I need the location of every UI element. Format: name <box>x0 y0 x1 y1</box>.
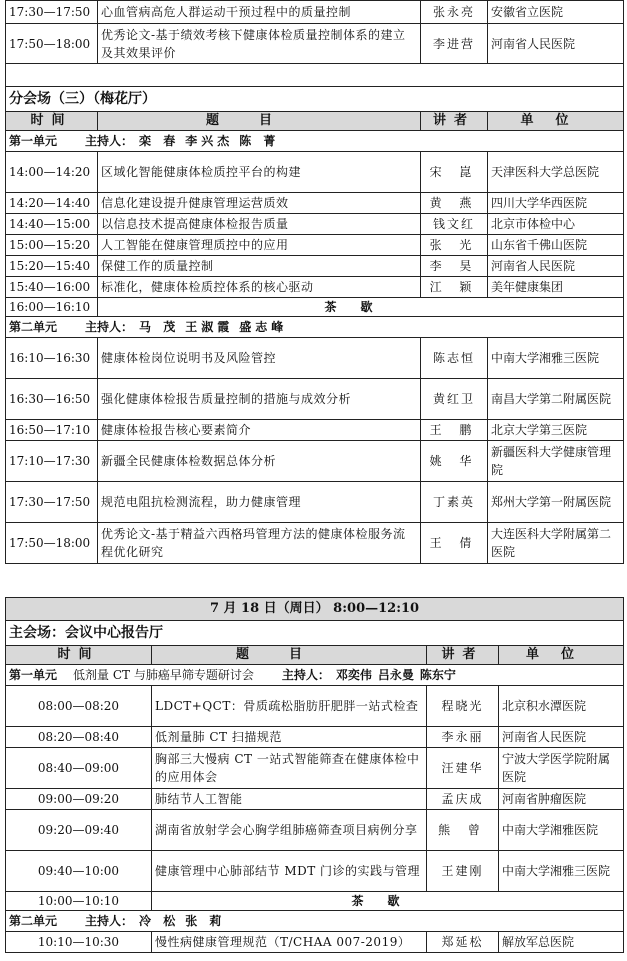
table-row <box>6 338 624 379</box>
table-row <box>6 523 624 564</box>
header-institution: 单位 <box>499 646 624 665</box>
session-institution: 郑州大学第一附属医院 <box>488 482 624 523</box>
session-institution: 中南大学湘雅医院 <box>499 810 624 851</box>
header-speaker: 讲者 <box>421 112 488 131</box>
session-time: 17:50—18:00 <box>6 24 98 64</box>
header-institution: 单位 <box>488 112 624 131</box>
host-name: 陈 菁 <box>239 134 280 148</box>
session-speaker: 郑延松 <box>427 932 499 953</box>
session-time: 09:00—09:20 <box>6 789 152 810</box>
session-institution: 解放军总医院 <box>499 932 624 953</box>
table-row <box>6 482 624 523</box>
session-speaker: 汪建华 <box>427 748 499 789</box>
session-time: 08:40—09:00 <box>6 748 152 789</box>
session-topic: 肺结节人工智能 <box>152 789 427 810</box>
host-label: 主持人： <box>281 668 330 682</box>
host-name: 王淑霞 <box>185 320 234 334</box>
session-speaker: 丁素英 <box>421 482 488 523</box>
session-time: 08:20—08:40 <box>6 727 152 748</box>
session-topic: LDCT+QCT：骨质疏松脂肪肝肥胖一站式检查 <box>152 686 427 727</box>
session-institution: 河南省人民医院 <box>499 727 624 748</box>
table-row <box>6 24 624 64</box>
session-institution: 河南省人民医院 <box>488 256 624 277</box>
session-institution: 大连医科大学附属第二医院 <box>488 523 624 564</box>
header-topic: 题目 <box>98 112 421 131</box>
unit-label: 第二单元 <box>9 320 58 334</box>
session-speaker: 钱文红 <box>421 214 488 235</box>
session-speaker: 熊 曾 <box>427 810 499 851</box>
unit-title: 低剂量 CT 与肺癌早筛专题研讨会 <box>73 668 254 682</box>
host-name: 马 茂 <box>139 320 180 334</box>
session-topic: 保健工作的质量控制 <box>98 256 421 277</box>
session-topic: 低剂量肺 CT 扫描规范 <box>152 727 427 748</box>
host-label: 主持人： <box>85 914 134 928</box>
session-speaker: 黄红卫 <box>421 379 488 420</box>
session-time: 15:40—16:00 <box>6 277 98 298</box>
session-institution: 中南大学湘雅三医院 <box>488 338 624 379</box>
session-speaker: 陈志恒 <box>421 338 488 379</box>
unit-row <box>6 131 624 152</box>
break-row <box>6 892 624 911</box>
session-topic: 优秀论文-基于精益六西格玛管理方法的健康体检服务流程优化研究 <box>98 523 421 564</box>
break-label: 茶歇 <box>98 298 624 317</box>
unit-row <box>6 317 624 338</box>
session-institution: 南昌大学第二附属医院 <box>488 379 624 420</box>
table-row <box>6 420 624 441</box>
table-header-row <box>6 112 624 131</box>
session-speaker: 孟庆成 <box>427 789 499 810</box>
session-topic: 强化健康体检报告质量控制的措施与成效分析 <box>98 379 421 420</box>
session-time: 09:20—09:40 <box>6 810 152 851</box>
host-name: 吕永曼 <box>377 668 414 682</box>
session-topic: 湖南省放射学会心胸学组肺癌筛查项目病例分享 <box>152 810 427 851</box>
session-institution: 天津医科大学总医院 <box>488 152 624 193</box>
table-row <box>6 810 624 851</box>
table-row <box>6 379 624 420</box>
session-time: 17:50—18:00 <box>6 523 98 564</box>
session-topic: 优秀论文-基于绩效考核下健康体检质量控制体系的建立及其效果评价 <box>98 24 421 64</box>
day-header-row <box>6 598 624 621</box>
table-row <box>6 441 624 482</box>
unit-label: 第一单元 <box>9 134 58 148</box>
session-institution: 北京大学第三医院 <box>488 420 624 441</box>
session-speaker: 李进营 <box>421 24 488 64</box>
host-name: 栾 春 <box>139 134 180 148</box>
break-label: 茶歇 <box>152 892 624 911</box>
session-topic: 区域化智能健康体检质控平台的构建 <box>98 152 421 193</box>
host-label: 主持人： <box>85 134 134 148</box>
table-row <box>6 686 624 727</box>
session-topic: 健康管理中心肺部结节 MDT 门诊的实践与管理 <box>152 851 427 892</box>
table-row <box>6 214 624 235</box>
session-speaker: 李永丽 <box>427 727 499 748</box>
table-row <box>6 193 624 214</box>
spacer-row <box>6 64 624 87</box>
session-time: 14:40—15:00 <box>6 214 98 235</box>
session-topic: 以信息技术提高健康体检报告质量 <box>98 214 421 235</box>
header-topic: 题目 <box>152 646 427 665</box>
host-label: 主持人： <box>85 320 134 334</box>
host-name: 盛志峰 <box>239 320 288 334</box>
session-time: 16:30—16:50 <box>6 379 98 420</box>
session-speaker: 王建刚 <box>427 851 499 892</box>
unit-header <box>6 911 624 932</box>
unit-header <box>6 317 624 338</box>
session-topic: 人工智能在健康管理质控中的应用 <box>98 235 421 256</box>
session-institution: 河南省肿瘤医院 <box>499 789 624 810</box>
schedule-table-afternoon <box>5 0 624 564</box>
session-speaker: 王 鹏 <box>421 420 488 441</box>
table-row <box>6 152 624 193</box>
session-time: 17:30—17:50 <box>6 1 98 24</box>
session-time: 08:00—08:20 <box>6 686 152 727</box>
session-speaker: 李 昊 <box>421 256 488 277</box>
session-institution: 山东省千佛山医院 <box>488 235 624 256</box>
session-institution: 四川大学华西医院 <box>488 193 624 214</box>
unit-label: 第二单元 <box>9 914 58 928</box>
host-name: 冷 松 <box>139 914 180 928</box>
session-topic: 胸部三大慢病 CT 一站式智能筛查在健康体检中的应用体会 <box>152 748 427 789</box>
table-row <box>6 789 624 810</box>
session-institution: 北京积水潭医院 <box>499 686 624 727</box>
table-row <box>6 277 624 298</box>
session-institution: 宁波大学医学院附属医院 <box>499 748 624 789</box>
table-row <box>6 1 624 24</box>
session-institution: 新疆医科大学健康管理院 <box>488 441 624 482</box>
schedule-table-july-18 <box>5 597 624 953</box>
unit-header <box>6 131 624 152</box>
header-speaker: 讲者 <box>427 646 499 665</box>
unit-label: 第一单元 <box>9 668 58 682</box>
session-institution: 中南大学湘雅三医院 <box>499 851 624 892</box>
venue-row <box>6 621 624 646</box>
host-name: 陈东宁 <box>419 668 456 682</box>
session-speaker: 江 颖 <box>421 277 488 298</box>
session-speaker: 张永亮 <box>421 1 488 24</box>
table-row <box>6 727 624 748</box>
table-row <box>6 748 624 789</box>
session-time: 16:10—16:30 <box>6 338 98 379</box>
session-time: 15:20—15:40 <box>6 256 98 277</box>
session-speaker: 宋 崑 <box>421 152 488 193</box>
session-topic: 规范电阻抗检测流程，助力健康管理 <box>98 482 421 523</box>
header-time: 时间 <box>6 646 152 665</box>
break-time: 10:00—10:10 <box>6 892 152 911</box>
session-speaker: 王 倩 <box>421 523 488 564</box>
host-name: 邓奕伟 <box>335 668 372 682</box>
session-institution: 美年健康集团 <box>488 277 624 298</box>
session-time: 10:10—10:30 <box>6 932 152 953</box>
break-time: 16:00—16:10 <box>6 298 98 317</box>
session-topic: 慢性病健康管理规范（T/CHAA 007-2019） <box>152 932 427 953</box>
session-topic: 心血管病高危人群运动干预过程中的质量控制 <box>98 1 421 24</box>
table-row <box>6 851 624 892</box>
unit-header <box>6 665 624 686</box>
venue-row <box>6 87 624 112</box>
session-time: 14:20—14:40 <box>6 193 98 214</box>
session-topic: 健康体检岗位说明书及风险管控 <box>98 338 421 379</box>
header-time: 时间 <box>6 112 98 131</box>
session-institution: 安徽省立医院 <box>488 1 624 24</box>
session-time: 17:10—17:30 <box>6 441 98 482</box>
unit-row <box>6 665 624 686</box>
break-row <box>6 298 624 317</box>
session-time: 15:00—15:20 <box>6 235 98 256</box>
venue-title: 分会场（三）（梅花厅） <box>6 87 624 112</box>
session-speaker: 姚 华 <box>421 441 488 482</box>
unit-row <box>6 911 624 932</box>
session-topic: 健康体检报告核心要素简介 <box>98 420 421 441</box>
session-institution: 北京市体检中心 <box>488 214 624 235</box>
session-speaker: 张 光 <box>421 235 488 256</box>
session-time: 09:40—10:00 <box>6 851 152 892</box>
session-time: 16:50—17:10 <box>6 420 98 441</box>
session-time: 14:00—14:20 <box>6 152 98 193</box>
table-header-row <box>6 646 624 665</box>
session-topic: 标准化，健康体检质控体系的核心驱动 <box>98 277 421 298</box>
session-speaker: 黄 燕 <box>421 193 488 214</box>
table-row <box>6 256 624 277</box>
day-title: 7 月 18 日（周日） 8:00—12:10 <box>6 598 624 621</box>
session-time: 17:30—17:50 <box>6 482 98 523</box>
table-row <box>6 235 624 256</box>
session-speaker: 程晓光 <box>427 686 499 727</box>
table-row <box>6 932 624 953</box>
session-topic: 新疆全民健康体检数据总体分析 <box>98 441 421 482</box>
session-institution: 河南省人民医院 <box>488 24 624 64</box>
venue-title: 主会场：会议中心报告厅 <box>6 621 624 646</box>
host-name: 李兴杰 <box>185 134 234 148</box>
session-topic: 信息化建设提升健康管理运营质效 <box>98 193 421 214</box>
host-name: 张 莉 <box>185 914 226 928</box>
